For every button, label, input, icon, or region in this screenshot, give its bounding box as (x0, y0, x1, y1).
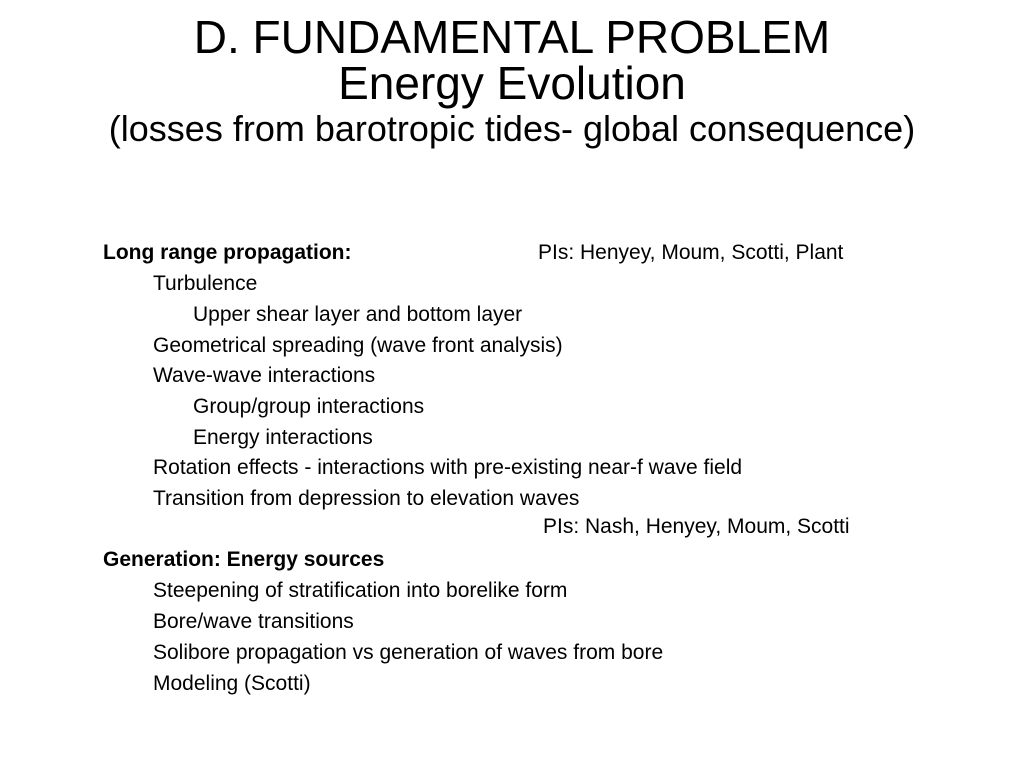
list-item: Upper shear layer and bottom layer (193, 303, 523, 326)
list-item: Steepening of stratification into borelike form (153, 579, 568, 602)
generation-heading: Generation: Energy sources (103, 548, 385, 571)
slide-title (0, 11, 1024, 152)
generation-pis: PIs: Nash, Henyey, Moum, Scotti (543, 515, 850, 538)
title-line-2: Energy Evolution (338, 57, 686, 109)
long-range-pis: PIs: Henyey, Moum, Scotti, Plant (538, 241, 844, 264)
list-item: Transition from depression to elevation waves (153, 487, 580, 510)
list-item: Energy interactions (193, 426, 373, 449)
list-item: Solibore propagation vs generation of waves from bore (153, 641, 664, 664)
list-item: Turbulence (153, 272, 258, 295)
list-item: Rotation effects - interactions with pre-existing near-f wave field (153, 456, 743, 479)
list-item: Geometrical spreading (wave front analysis) (153, 334, 563, 357)
list-item: Wave-wave interactions (153, 364, 376, 387)
list-item: Modeling (Scotti) (153, 672, 311, 695)
list-item: Group/group interactions (193, 395, 425, 418)
long-range-heading: Long range propagation: (103, 241, 352, 264)
list-item: Bore/wave transitions (153, 610, 354, 633)
title-line-1: D. FUNDAMENTAL PROBLEM (193, 11, 831, 63)
title-line-3: (losses from barotropic tides- global consequence) (108, 108, 916, 149)
